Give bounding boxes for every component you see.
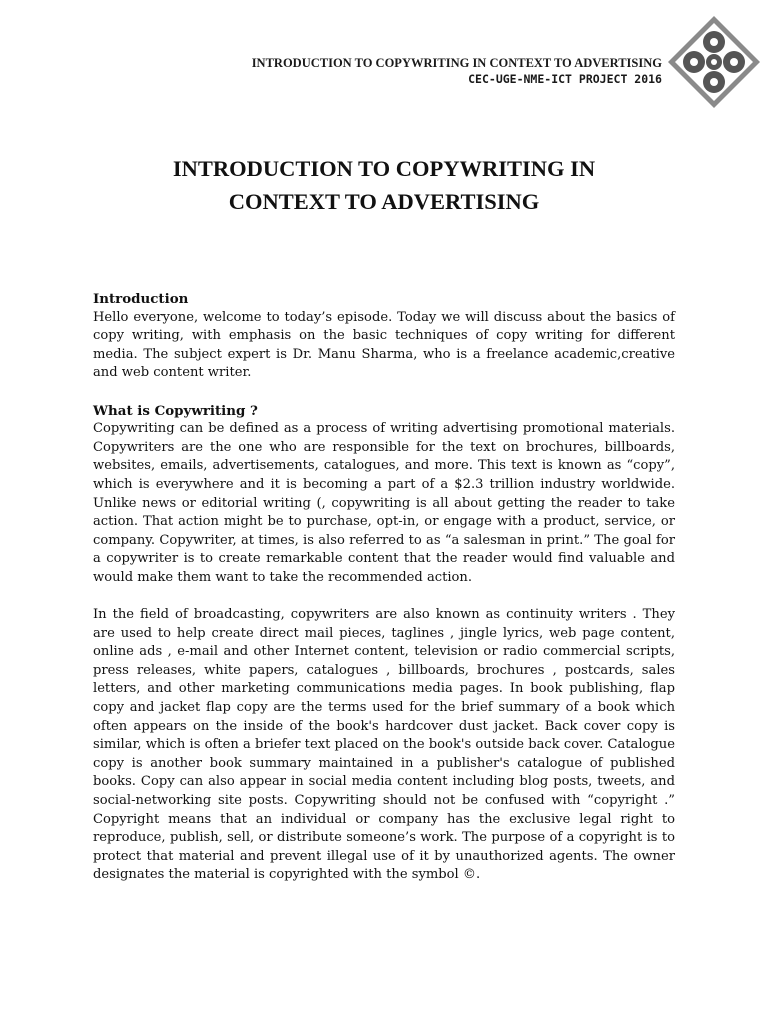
broadcasting-paragraph: In the field of broadcasting, copywriters are also known as continuity writers . They are used to help create direct mail pieces, taglines , jingle lyrics, web page content, online ads , e-mail and other Internet content, television or radio commercial scripts, press releases, white papers, catalogues , billboards, brochures , postcards, sales letters, and other marketing communications media pages. In book publishing, flap copy and jacket flap copy are the terms used for the brief summary of a book which often appears on the inside of the book's hardcover dust jacket. Back cover copy is similar, which is often a briefer text placed on the book's outside back cover. Catalogue copy is another book summary maintained in a publisher's catalogue of published books. Copy can also appear in social media content including blog posts, tweets, and social-networking site posts. Copywriting should not be confused with “copyright .” Copyright means that an individual or company has the exclusive legal right to reproduce, publish, sell, or distribute someone’s work. The purpose of a copyright is to protect that material and prevent illegal use of it by unauthorized agents. The owner designates the material is copyrighted with the symbol ©.: [93, 607, 675, 883]
introduction-heading: Introduction: [93, 291, 189, 307]
what-is-copywriting-heading: What is Copywriting ?: [93, 402, 258, 419]
document-title: [0, 152, 768, 218]
introduction-paragraph: Hello everyone, welcome to today’s episode. Today we will discuss about the basics of copy writing, with emphasis on the basic techniques of copy writing for different media. The subject expert is Dr. Manu Sharma, who is a freelance academic,creative and web content writer.: [93, 309, 675, 381]
paragraph-spacer: [93, 383, 675, 402]
running-header-project: CEC-UGE-NME-ICT PROJECT 2016: [468, 72, 662, 86]
document-title-line-2: CONTEXT TO ADVERTISING: [228, 189, 540, 214]
what-is-copywriting-paragraph: Copywriting can be defined as a process of writing advertising promotional materials. Copywriters are the one who are responsible for the text on brochures, billboards, websites, emails, advertisements, catalogues, and more. This text is known as “copy”, which is everywhere and it is becoming a part of a $2.3 trillion industry worldwide. Unlike news or editorial writing (, copywriting is all about getting the reader to take action. That action might be to purchase, opt-in, or engage with a product, service, or company. Copywriter, at times, is also referred to as “a salesman in print.” The goal for a copywriter is to create remarkable content that the reader would find valuable and would make them want to take the recommended action.: [93, 421, 675, 585]
paragraph-spacer: [93, 588, 675, 607]
document-title-line-1: INTRODUCTION TO COPYWRITING IN: [172, 156, 596, 181]
institution-logo-icon: [666, 14, 762, 110]
running-header-title: INTRODUCTION TO COPYWRITING IN CONTEXT TO ADVERTISING: [251, 56, 662, 70]
running-header: [252, 56, 662, 87]
document-body: [93, 290, 675, 885]
